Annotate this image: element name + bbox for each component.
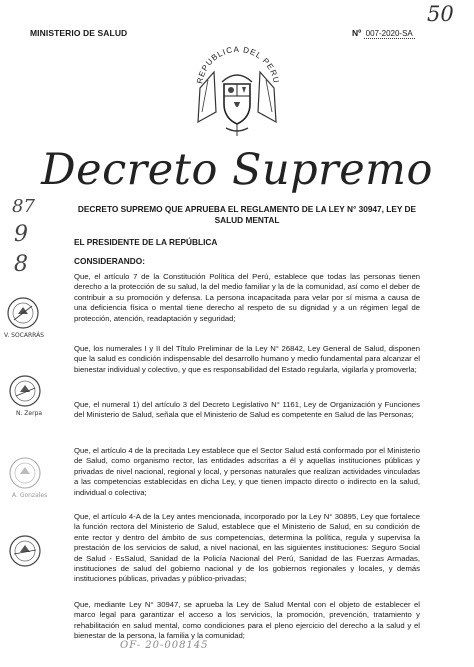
ministry-stamp-2 (8, 374, 42, 408)
footer-handwritten-code: OF- 20-008145 (120, 640, 209, 651)
stamp-2-name: N. Zerpa (16, 410, 43, 417)
considerando-heading: CONSIDERANDO: (74, 256, 145, 266)
decree-heading: DECRETO SUPREMO QUE APRUEBA EL REGLAMENTO DE LA LEY N° 30947, LEY DE SALUD MENTAL (77, 204, 417, 225)
paragraph-3: Que, el numeral 1) del artículo 3 del Decreto Legislativo N° 1161, Ley de Organización y Funciones del Ministerio de Salud, señala que el Ministerio de Salud es competente en Salud de las Personas; (74, 400, 420, 420)
margin-mark-1: 87 (12, 196, 35, 217)
paragraph-6: Que, mediante Ley N° 30947, se aprueba la Ley de Salud Mental con el objeto de establecer el marco legal para garantizar el acceso a los servicios, la promoción, prevención, tratamiento y rehabilitación en salud mental, como condiciones para el pleno ejercicio del derecho a la salud y el bienestar de la persona, la familia y la comunidad; (74, 600, 420, 641)
number-value: 007-2020-SA (365, 29, 413, 38)
ministry-stamp-1 (6, 296, 40, 330)
margin-mark-3: 8 (14, 252, 28, 277)
paragraph-1: Que, el artículo 7 de la Constitución Política del Perú, establece que todas las personas tienen derecho a la protección de su salud, la del medio familiar y la de la comunidad, así como el deber de contribuir a su promoción y defensa. La persona incapacitada para velar por sí misma a causa de una deficiencia física o mental tiene derecho al respeto de su dignidad y a un régimen legal de protección, atención, readaptación y seguridad; (74, 272, 420, 323)
decree-number (352, 28, 415, 38)
handwritten-page-number: 50 (427, 2, 454, 26)
president-heading: EL PRESIDENTE DE LA REPÚBLICA (74, 237, 218, 247)
paragraph-2: Que, los numerales I y II del Título Preliminar de la Ley N° 26842, Ley General de Salud, disponen que la salud es condición indispensable del desarrollo humano y medio fundamental para alcanzar el bienestar individual y colectivo, y que es responsabilidad del Estado regularla, vigilarla y promoverla; (74, 344, 420, 374)
ministry-stamp-3 (8, 456, 42, 490)
number-label: Nº (352, 28, 362, 38)
national-seal (162, 32, 312, 147)
stamp-3-name: A. Gonzales (12, 492, 48, 499)
margin-mark-2: 9 (14, 222, 28, 247)
decree-title: Decreto Supremo (41, 145, 433, 195)
ministry-stamp-4 (8, 534, 42, 568)
ministry-header: MINISTERIO DE SALUD (30, 28, 128, 38)
stamp-1-name: V. SOCARRÁS (4, 332, 44, 339)
seal-arc-text: REPUBLICA DEL PERU (195, 44, 281, 85)
paragraph-5: Que, el artículo 4-A de la Ley antes mencionada, incorporado por la Ley N° 30895, Ley que fortalece la función rectora del Ministerio de Salud, establece que el Ministerio de Salud, en su condición de ente rector y dentro del ámbito de sus competencias, determina la política, regula y supervisa la prestación de los servicios de salud, a nivel nacional, en las siguientes instituciones: Seguro Social de Salud - EsSalud, Sanidad de la Policía Nacional del Perú, Sanidad de las Fuerzas Armadas, instituciones de salud del gobierno nacional y de los gobiernos regionales y locales, y demás instituciones públicas, privadas y público-privadas; (74, 512, 420, 584)
paragraph-4: Que, el artículo 4 de la precitada Ley establece que el Sector Salud está conformado por el Ministerio de Salud, como organismo rector, las entidades adscritas a él y aquellas instituciones públicas y privadas de nivel nacional, regional y local, y personas naturales que realizan actividades vinculadas a las competencias establecidas en dicha Ley, y que tienen impacto directo o indirecto en la salud, individual o colectiva; (74, 446, 420, 497)
